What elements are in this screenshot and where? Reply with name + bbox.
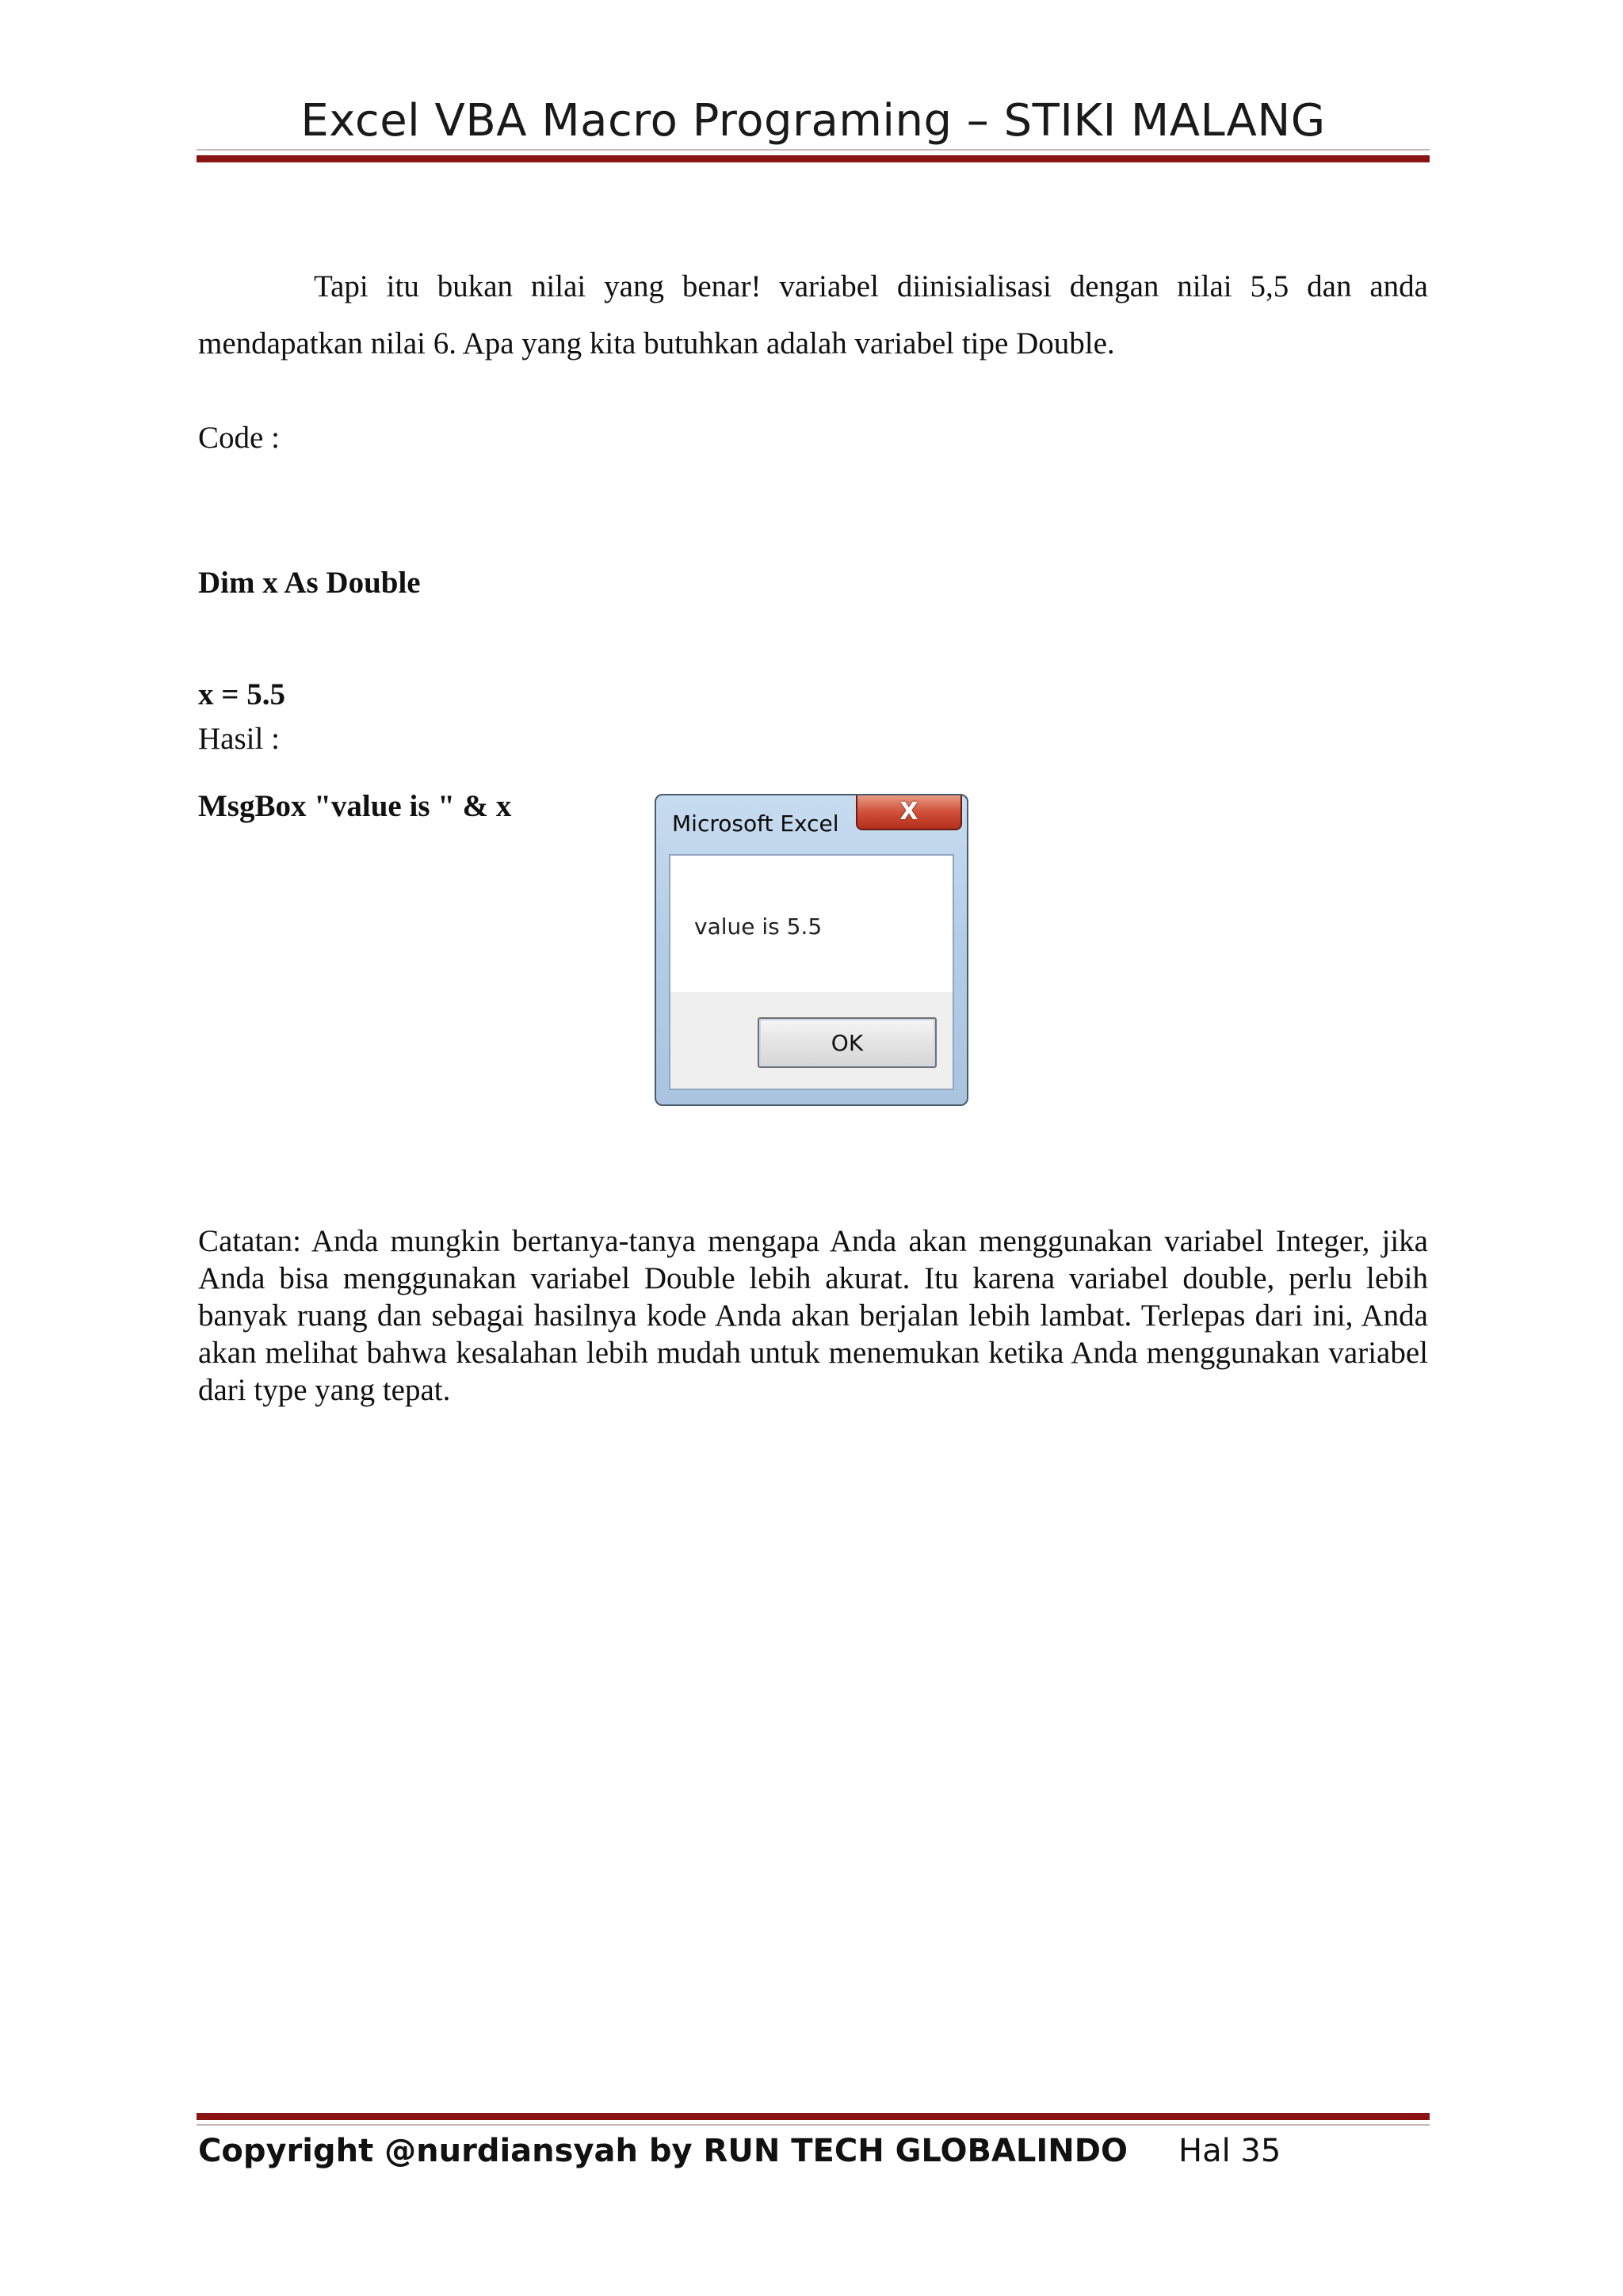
- code-line: Dim x As Double: [198, 566, 421, 600]
- page-header-title: Excel VBA Macro Programing – STIKI MALANG: [300, 95, 1326, 147]
- intro-paragraph: Tapi itu bukan nilai yang benar! variabel diinisialisasi dengan nilai 5,5 dan anda mendapatkan nilai 6. Apa yang kita butuhkan adalah variabel tipe Double.: [198, 269, 1428, 360]
- msgbox-content: [670, 856, 953, 992]
- ok-button[interactable]: OK: [758, 1017, 937, 1068]
- footer-divider-thick: [197, 2113, 1430, 2120]
- msgbox-close-button[interactable]: [856, 795, 962, 830]
- note-paragraph: Catatan: Anda mungkin bertanya-tanya mengapa Anda akan menggunakan variabel Integer, jika Anda bisa menggunakan variabel Double lebih akurat. Itu karena variabel double, perlu lebih banyak ruang dan sebagai hasilnya kode Anda akan berjalan lebih lambat. Terlepas dari ini, Anda akan melihat bahwa kesalahan lebih mudah untuk menemukan ketika Anda menggunakan variabel dari type yang tepat.: [198, 1224, 1428, 1407]
- code-label: Code :: [198, 421, 280, 455]
- code-line: MsgBox "value is " & x: [198, 789, 512, 823]
- msgbox-title: Microsoft Excel: [672, 810, 839, 837]
- close-icon: X: [899, 798, 918, 826]
- msgbox-dialog: [655, 794, 968, 1106]
- page-number: Hal 35: [1178, 2133, 1281, 2169]
- code-block: [198, 490, 511, 899]
- footer-divider-thin: [197, 2124, 1430, 2126]
- header-divider-thick: [197, 155, 1430, 162]
- msgbox-message: value is 5.5: [694, 913, 823, 940]
- result-label: Hasil :: [198, 722, 280, 756]
- header-divider-thin: [197, 149, 1430, 151]
- msgbox-button-bar: [670, 992, 953, 1089]
- code-line: x = 5.5: [198, 677, 285, 711]
- footer-copyright: Copyright @nurdiansyah by RUN TECH GLOBALINDO: [198, 2133, 1128, 2169]
- msgbox-client-area: [669, 854, 954, 1090]
